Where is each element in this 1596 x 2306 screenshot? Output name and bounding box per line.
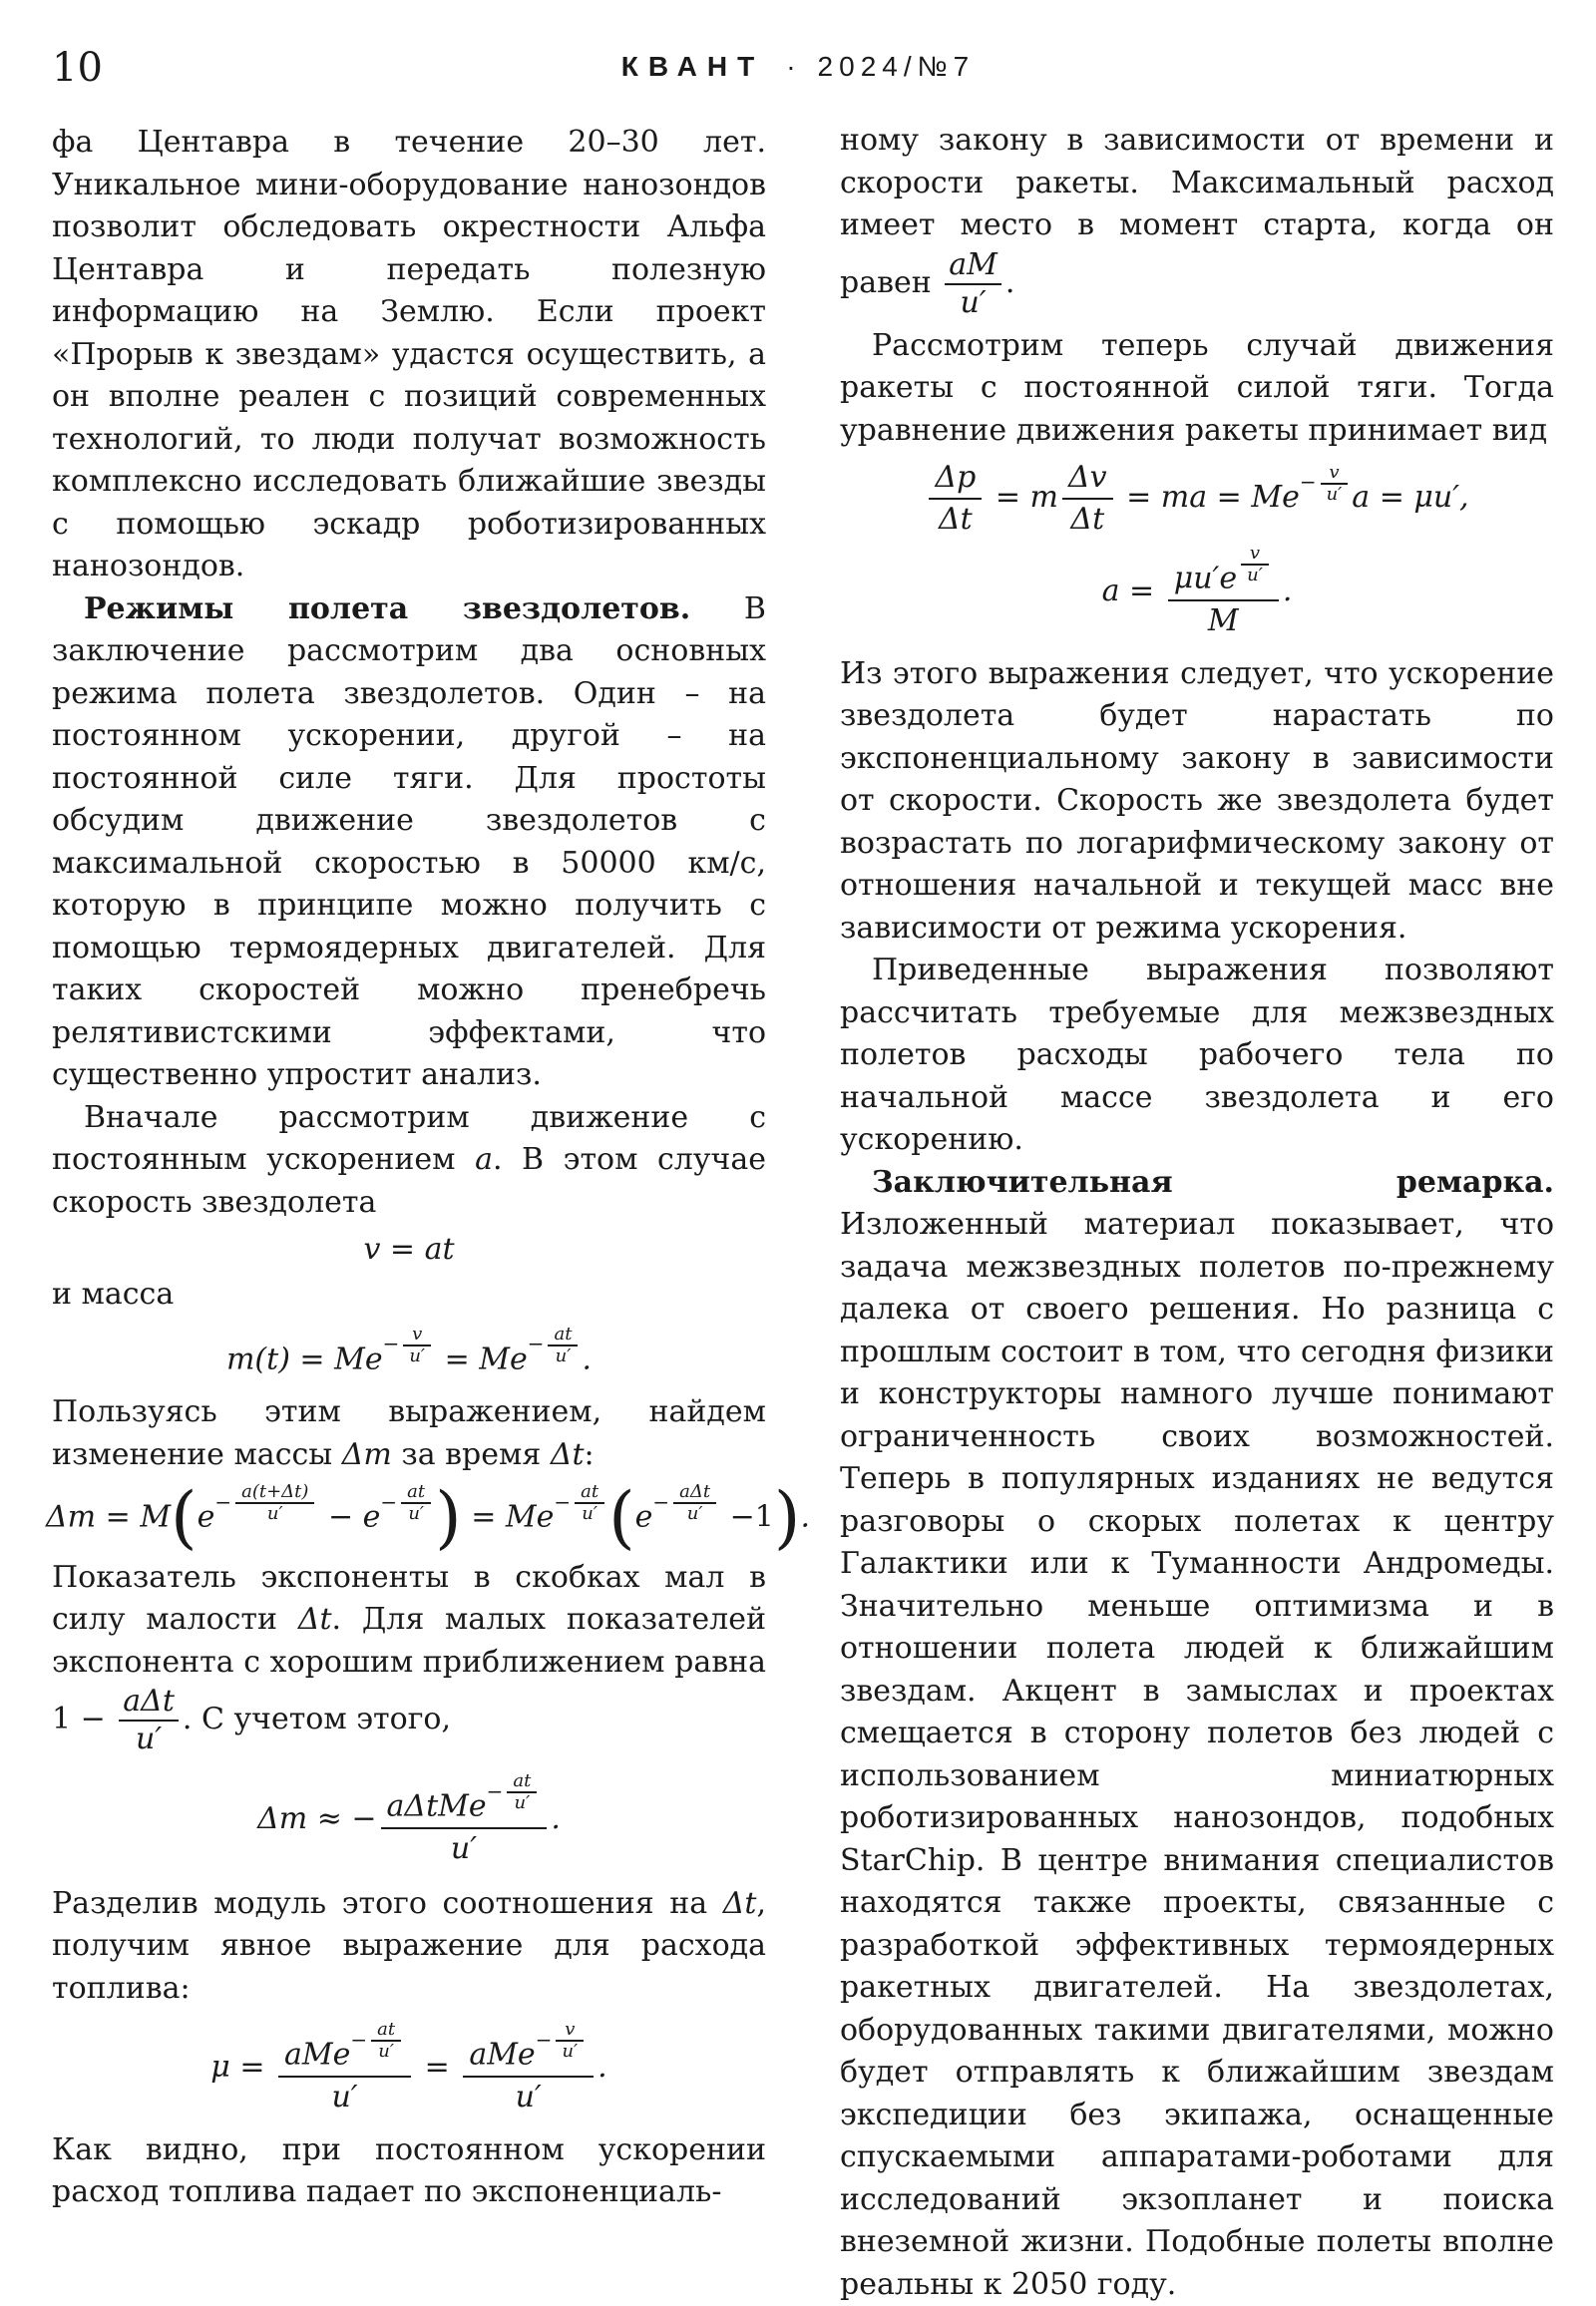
running-head bbox=[0, 50, 1596, 84]
paragraph: Рассмотрим теперь случай движения ракеты с постоянной силой тяги. Тогда уравнение движения ракеты принимает вид bbox=[840, 325, 1554, 453]
inline-fraction: $\frac{\text{aΔt}}{u'}$ bbox=[119, 1684, 179, 1757]
paragraph: фа Центавра в течение 20–30 лет. Уникальное мини-оборудование нанозондов позволит обследовать окрестности Альфа Центавра и передать полезную информацию на Землю. Если проект «Прорыв к звездам» удастся осуществить, а он вполне реален с позиций современных технологий, то люди получат возможность комплексно исследовать ближайшие звезды с помощью эскадр роботизированных нанозондов. bbox=[52, 122, 766, 588]
left-column bbox=[52, 122, 766, 2214]
section-heading: Режимы полета звездолетов. bbox=[84, 591, 690, 626]
issue-number: 2024/№7 bbox=[818, 51, 976, 82]
formula-delta-m-approx: Δm ≈ − aΔtMe$^{- \frac{at}{u'}}$ u′ . bbox=[52, 1771, 766, 1869]
formula-velocity: v = at bbox=[52, 1230, 766, 1270]
paragraph: Разделив модуль этого соотношения на Δt, получим явное выражение для расхода топлива: bbox=[52, 1883, 766, 2011]
paragraph: ному закону в зависимости от времени и скорости ракеты. Максимальный расход имеет место в момент старта, когда он равен $\frac{aM}{u'}$ . bbox=[840, 120, 1554, 321]
magazine-title: КВАНТ bbox=[621, 51, 764, 82]
paragraph: Как видно, при постоянном ускорении расход топлива падает по экспоненциаль- bbox=[52, 2129, 766, 2214]
paragraph: Пользуясь этим выражением, найдем изменение массы Δm за время Δt: bbox=[52, 1391, 766, 1476]
formula-mass: $m(t) = Me^{- \frac{v}{u'}}$ = $Me^{- \frac{at}{u'}}$ . bbox=[52, 1325, 766, 1380]
paragraph: Заключительная ремарка. Изложенный материал показывает, что задача межзвездных полетов по-прежнему далека от своего решения. Но разница с прошлым состоит в том, что сегодня физики и конструкторы намного лучше понимают ограниченность своих возможностей. Теперь в популярных изданиях не ведутся разговоры о скорых полетах к центру Галактики или к Туманности Андромеды. Значительно меньше оптимизма и в отношении полета людей к ближайшим звездам. Акцент в замыслах и проектах смещается в сторону полетов без людей с использованием миниатюрных роботизированных нанозондов, подобных StarChip. В центре внимания специалистов находятся также проекты, связанные с разработкой эффективных термоядерных ракетных двигателей. На звездолетах, оборудованных такими двигателями, можно будет отправлять к ближайшим звездам экспедиции без экипажа, оснащенные спускаемыми аппаратами-роботами для исследований экзопланет и поиска внеземной жизни. Подобные полеты вполне реальны к 2050 году. bbox=[840, 1162, 1554, 2306]
paragraph: Показатель экспоненты в скобках мал в силу малости Δt. Для малых показателей экспонента с хорошим приближением равна 1 − $\frac{\text{aΔt}}{u'}$ . С учетом этого, bbox=[52, 1557, 766, 1758]
section-heading: Заключительная ремарка. bbox=[872, 1165, 1554, 1200]
right-column bbox=[840, 120, 1554, 2306]
paragraph: Режимы полета звездолетов. В заключение рассмотрим два основных режима полета звездолетов. Один – на постоянном ускорении, другой – на постоянной силе тяги. Для простоты обсудим движение звездолетов с максимальной скоростью в 50000 км/с, которую в принципе можно получить с помощью термоядерных двигателей. Для таких скоростей можно пренебречь релятивистскими эффектами, что существенно упростит анализ. bbox=[52, 588, 766, 1097]
formula-fuel-rate: μ = aMe$^{- \frac{at}{u'}}$ u′ = aMe$^{- \frac{v}{u'}}$ u′ . bbox=[52, 2020, 766, 2117]
paragraph: и масса bbox=[52, 1274, 766, 1317]
formula-delta-m: $\Delta m = M(e^{- \frac{a(t+\Delta t)}{u'}}$ − $e^{- \frac{at}{u'}}$ ) = $Me^{- \frac{at}{u'}}$ ($e^{- \frac{\text{aΔt}}{u'}}$ −1). bbox=[46, 1482, 766, 1549]
paragraph: Вначале рассмотрим движение с постоянным ускорением a. В этом случае скорость звездолета bbox=[52, 1097, 766, 1225]
page-number: 10 bbox=[52, 44, 103, 92]
header-separator: · bbox=[764, 51, 817, 82]
paragraph: Приведенные выражения позволяют рассчитать требуемые для межзвездных полетов расходы рабочего тела по начальной массе звездолета и его ускорению. bbox=[840, 950, 1554, 1162]
formula-motion: $\frac{\Delta p}{\Delta t}$ = m $\frac{\Delta v}{\Delta t}$ = ma = $Me^{- \frac{v}{u'}}$ a = μu′, bbox=[840, 458, 1554, 540]
paragraph: Из этого выражения следует, что ускорение звездолета будет нарастать по экспоненциальному закону в зависимости от скорости. Скорость же звездолета будет возрастать по логарифмическому закону от отношения начальной и текущей масс вне зависимости от режима ускорения. bbox=[840, 653, 1554, 951]
formula-acceleration: a = μu′e $^{\frac{v}{u'}}$ M . bbox=[840, 544, 1554, 641]
inline-fraction: $\frac{aM}{u'}$ bbox=[945, 247, 1001, 321]
